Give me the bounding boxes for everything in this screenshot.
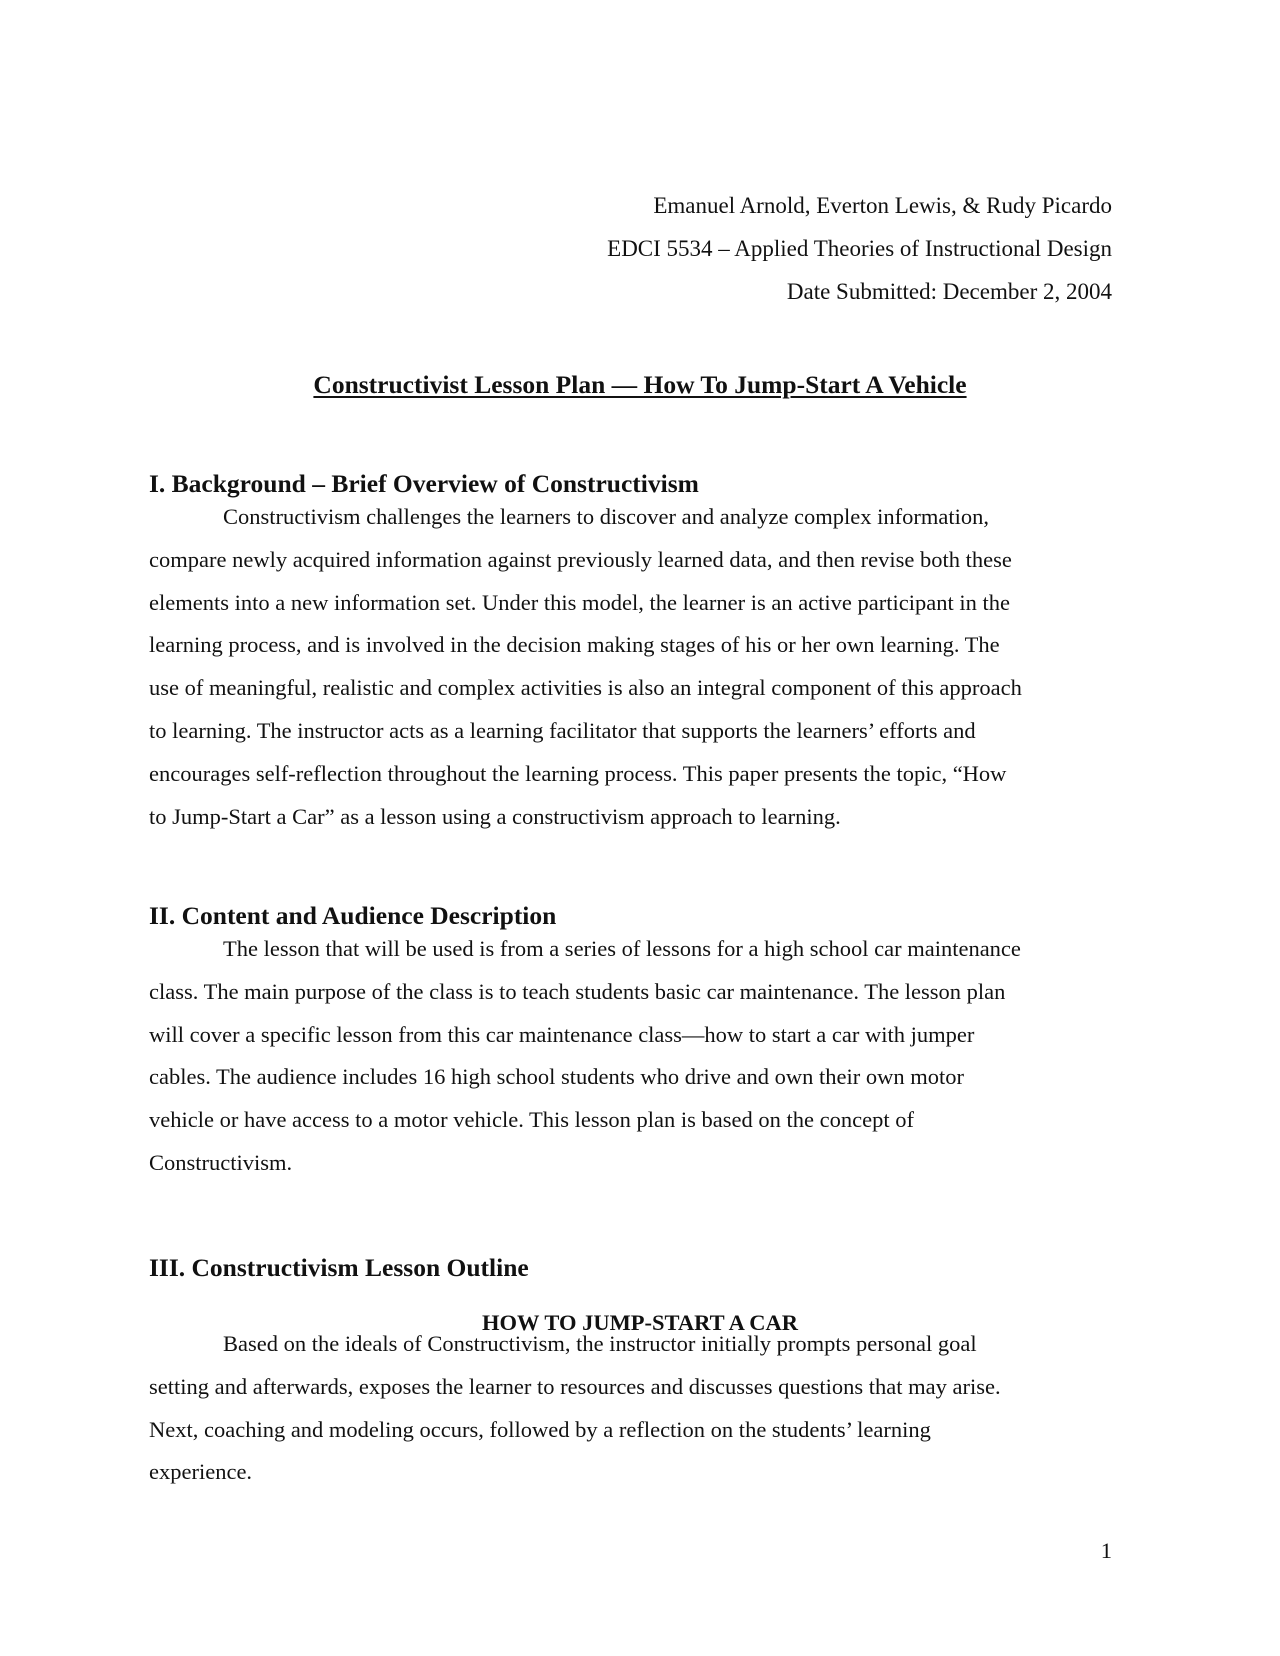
paragraph-line: experience.: [149, 1459, 253, 1485]
paragraph-line: Next, coaching and modeling occurs, followed by a reflection on the students’ learning: [149, 1416, 931, 1442]
paragraph-line: to Jump-Start a Car” as a lesson using a constructivism approach to learning.: [149, 803, 841, 829]
lesson-subtitle: HOW TO JUMP-START A CAR: [482, 1310, 798, 1335]
document-title: Constructivist Lesson Plan — How To Jump-Start A Vehicle: [313, 370, 967, 399]
paragraph-line: use of meaningful, realistic and complex activities is also an integral component of this approach: [149, 675, 1022, 701]
section-heading-lesson-outline: III. Constructivism Lesson Outline: [149, 1253, 529, 1282]
paragraph-line: to learning. The instructor acts as a learning facilitator that supports the learners’ efforts and: [149, 717, 976, 743]
paragraph-line: encourages self-reflection throughout the learning process. This paper presents the topic, “How: [149, 760, 1007, 786]
author-header: [607, 184, 1112, 313]
paragraph-line: elements into a new information set. Under this model, the learner is an active participant in the: [149, 589, 1010, 615]
paragraph-line: Constructivism.: [149, 1149, 293, 1175]
paragraph-line: Based on the ideals of Constructivism, the instructor initially prompts personal goal: [223, 1331, 977, 1356]
section-paragraph-lesson-outline: [149, 1323, 1119, 1494]
paragraph-line: cables. The audience includes 16 high school students who drive and own their own motor: [149, 1064, 965, 1090]
paragraph-line: will cover a specific lesson from this car maintenance class—how to start a car with jumper: [149, 1021, 975, 1047]
page-number: 1: [1100, 1538, 1112, 1563]
paragraph-line: class. The main purpose of the class is to teach students basic car maintenance. The lesson plan: [149, 978, 1006, 1004]
date-line: Date Submitted: December 2, 2004: [786, 279, 1112, 304]
paragraph-line: The lesson that will be used is from a series of lessons for a high school car maintenance: [223, 936, 1021, 961]
section-heading-background: I. Background – Brief Overview of Constructivism: [149, 469, 699, 498]
paragraph-line: vehicle or have access to a motor vehicle. This lesson plan is based on the concept of: [149, 1107, 914, 1133]
paragraph-line: setting and afterwards, exposes the learner to resources and discusses questions that may arise.: [149, 1373, 1001, 1399]
paragraph-line: compare newly acquired information against previously learned data, and then revise both these: [149, 546, 1012, 572]
section-paragraph-background: [149, 496, 1119, 838]
section-paragraph-content-audience: [149, 928, 1119, 1185]
paragraph-line: learning process, and is involved in the decision making stages of his or her own learning. The: [149, 632, 1000, 658]
paragraph-line: Constructivism challenges the learners to discover and analyze complex information,: [223, 504, 990, 529]
section-heading-content-audience: II. Content and Audience Description: [149, 901, 557, 930]
course-line: EDCI 5534 – Applied Theories of Instructional Design: [607, 236, 1112, 261]
authors-line: Emanuel Arnold, Everton Lewis, & Rudy Picardo: [653, 193, 1112, 218]
